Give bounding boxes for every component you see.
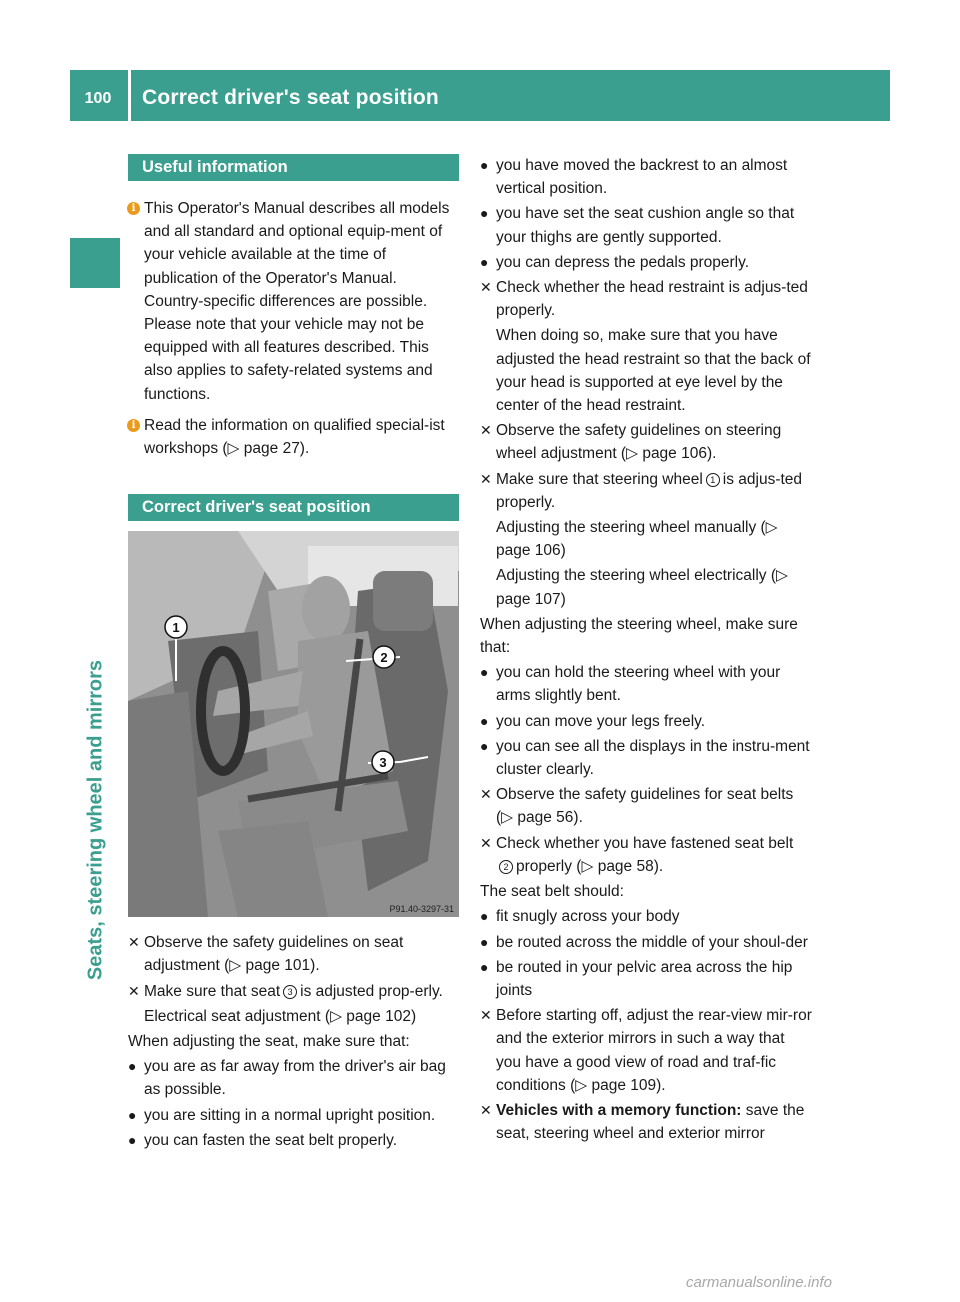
action-subtext: Adjusting the steering wheel manually (▷ page 106) — [496, 519, 778, 560]
action-text: Check whether you have fastened seat belt — [496, 834, 794, 852]
action-text: Observe the safety guidelines on seat adjustment (▷ page 101). — [144, 934, 404, 975]
bullet-text: fit snugly across your body — [496, 908, 680, 926]
action-item — [480, 468, 812, 611]
bullet-marker: ● — [480, 157, 489, 173]
action-text: is adjusted prop-erly. — [300, 982, 443, 1000]
action-marker: ✕ — [480, 470, 492, 487]
bullet-item — [480, 905, 812, 928]
bullet-marker: ● — [480, 958, 489, 975]
info-note-text: This Operator's Manual describes all models and all standard and optional equip-ment of your vehicle available at the time of publication of the Operator's Manual. Country-specific differences are possible. Please note that your vehicle may not be equipped with all features described. This also applies to safety-related systems and functions. — [144, 200, 450, 403]
bullet-item — [480, 931, 812, 954]
action-item — [480, 276, 812, 417]
action-text: Observe the safety guidelines for seat belts (▷ page 56). — [496, 786, 794, 827]
bullet-item — [128, 1129, 459, 1152]
action-marker: ✕ — [480, 1007, 492, 1024]
useful-info-heading: Useful information — [128, 154, 459, 181]
paragraph: The seat belt should: — [480, 883, 624, 901]
action-bold-text: Vehicles with a memory function: — [496, 1101, 742, 1119]
header-divider — [128, 70, 131, 121]
action-marker: ✕ — [128, 934, 140, 951]
action-text: Check whether the head restraint is adjus-ted properly. — [496, 279, 808, 320]
bullet-marker: ● — [480, 737, 489, 754]
bullet-item — [128, 1055, 459, 1101]
action-item — [128, 980, 459, 1028]
info-note — [128, 197, 459, 406]
action-marker: ✕ — [480, 279, 492, 296]
info-icon: i — [127, 419, 140, 432]
page-header — [70, 70, 890, 121]
bullet-text: you have moved the backrest to an almost vertical position. — [496, 157, 788, 198]
action-marker: ✕ — [480, 422, 492, 439]
bullet-text: be routed across the middle of your shoul-der — [496, 933, 808, 951]
callout-label: 2 — [380, 650, 388, 666]
action-item — [128, 931, 459, 977]
info-note — [128, 414, 459, 460]
page-number: 100 — [84, 90, 112, 107]
action-marker: ✕ — [480, 1101, 492, 1118]
action-item — [480, 1004, 812, 1097]
header-title: Correct driver's seat position — [142, 86, 439, 109]
bullet-item — [480, 154, 812, 200]
chapter-side-label: Seats, steering wheel and mirrors — [84, 659, 107, 981]
action-item — [480, 832, 812, 878]
bullet-marker: ● — [480, 933, 489, 950]
action-text: is adjus-ted properly. — [496, 470, 803, 511]
bullet-item — [480, 202, 812, 248]
right-column — [480, 154, 812, 1147]
bullet-marker: ● — [128, 1131, 137, 1148]
seat-section-heading: Correct driver's seat position — [128, 494, 459, 521]
callout-ref: 3 — [283, 985, 297, 999]
bullet-item — [128, 1104, 459, 1127]
bullet-text: you can hold the steering wheel with your arms slightly bent. — [496, 664, 781, 705]
bullet-item — [480, 251, 812, 274]
action-item — [480, 1099, 812, 1145]
watermark: carmanualsonline.info — [686, 1274, 832, 1291]
bullet-text: you can move your legs freely. — [496, 712, 706, 730]
action-subtext: Adjusting the steering wheel electrically (▷ page 107) — [496, 567, 788, 608]
bullet-text: you can fasten the seat belt properly. — [144, 1131, 398, 1149]
callout-label: 3 — [379, 755, 387, 771]
paragraph: When adjusting the seat, make sure that: — [128, 1033, 410, 1051]
driver-seat-drawing — [128, 531, 459, 917]
callout-ref: 1 — [706, 473, 720, 487]
info-note-text: Read the information on qualified special-ist workshops (▷ page 27). — [144, 416, 445, 458]
action-marker: ✕ — [480, 834, 492, 851]
bullet-marker: ● — [480, 253, 489, 270]
left-column — [128, 154, 459, 1154]
bullet-marker: ● — [480, 664, 489, 681]
bullet-text: be routed in your pelvic area across the hip joints — [496, 958, 793, 999]
action-item — [480, 783, 812, 829]
callout-ref: 2 — [499, 860, 513, 874]
bullet-marker: ● — [480, 205, 489, 222]
bullet-item — [480, 956, 812, 1002]
action-marker: ✕ — [480, 786, 492, 803]
bullet-item — [480, 661, 812, 707]
paragraph: When adjusting the steering wheel, make sure that: — [480, 615, 798, 657]
action-text: Make sure that seat — [144, 982, 281, 1000]
action-subtext: Electrical seat adjustment (▷ page 102) — [144, 1007, 417, 1025]
action-text: Before starting off, adjust the rear-view mir-ror and the exterior mirrors in such a way that you have a good view of road and traf-fic conditions (▷ page 109). — [496, 1007, 812, 1094]
bullet-text: you can depress the pedals properly. — [496, 253, 750, 271]
bullet-text: you have set the seat cushion angle so that your thighs are gently supported. — [496, 205, 795, 246]
bullet-marker: ● — [480, 712, 489, 729]
info-icon: i — [127, 202, 140, 215]
bullet-marker: ● — [128, 1058, 137, 1075]
driver-seat-illustration — [128, 531, 459, 917]
bullet-marker: ● — [480, 908, 489, 925]
bullet-marker: ● — [128, 1106, 137, 1123]
action-text: Make sure that steering wheel — [496, 470, 703, 488]
action-marker: ✕ — [128, 982, 140, 999]
action-text: save the seat, steering wheel and exterior mirror — [496, 1101, 805, 1143]
callout-label: 1 — [172, 620, 180, 636]
action-text: Observe the safety guidelines on steering wheel adjustment (▷ page 106). — [496, 422, 782, 463]
bullet-text: you can see all the displays in the instru-ment cluster clearly. — [496, 737, 810, 779]
bullet-item — [480, 735, 812, 781]
bullet-text: you are as far away from the driver's air bag as possible. — [144, 1058, 446, 1099]
bullet-text: you are sitting in a normal upright position. — [144, 1106, 436, 1124]
chapter-tab-marker — [70, 238, 120, 288]
action-item — [480, 419, 812, 465]
action-subtext: When doing so, make sure that you have adjusted the head restraint so that the back of your head is supported at eye level by the center of the head restraint. — [496, 327, 811, 415]
bullet-item — [480, 710, 812, 733]
figure-code: P91.40-3297-31 — [389, 904, 454, 915]
action-text: properly (▷ page 58). — [516, 857, 664, 875]
